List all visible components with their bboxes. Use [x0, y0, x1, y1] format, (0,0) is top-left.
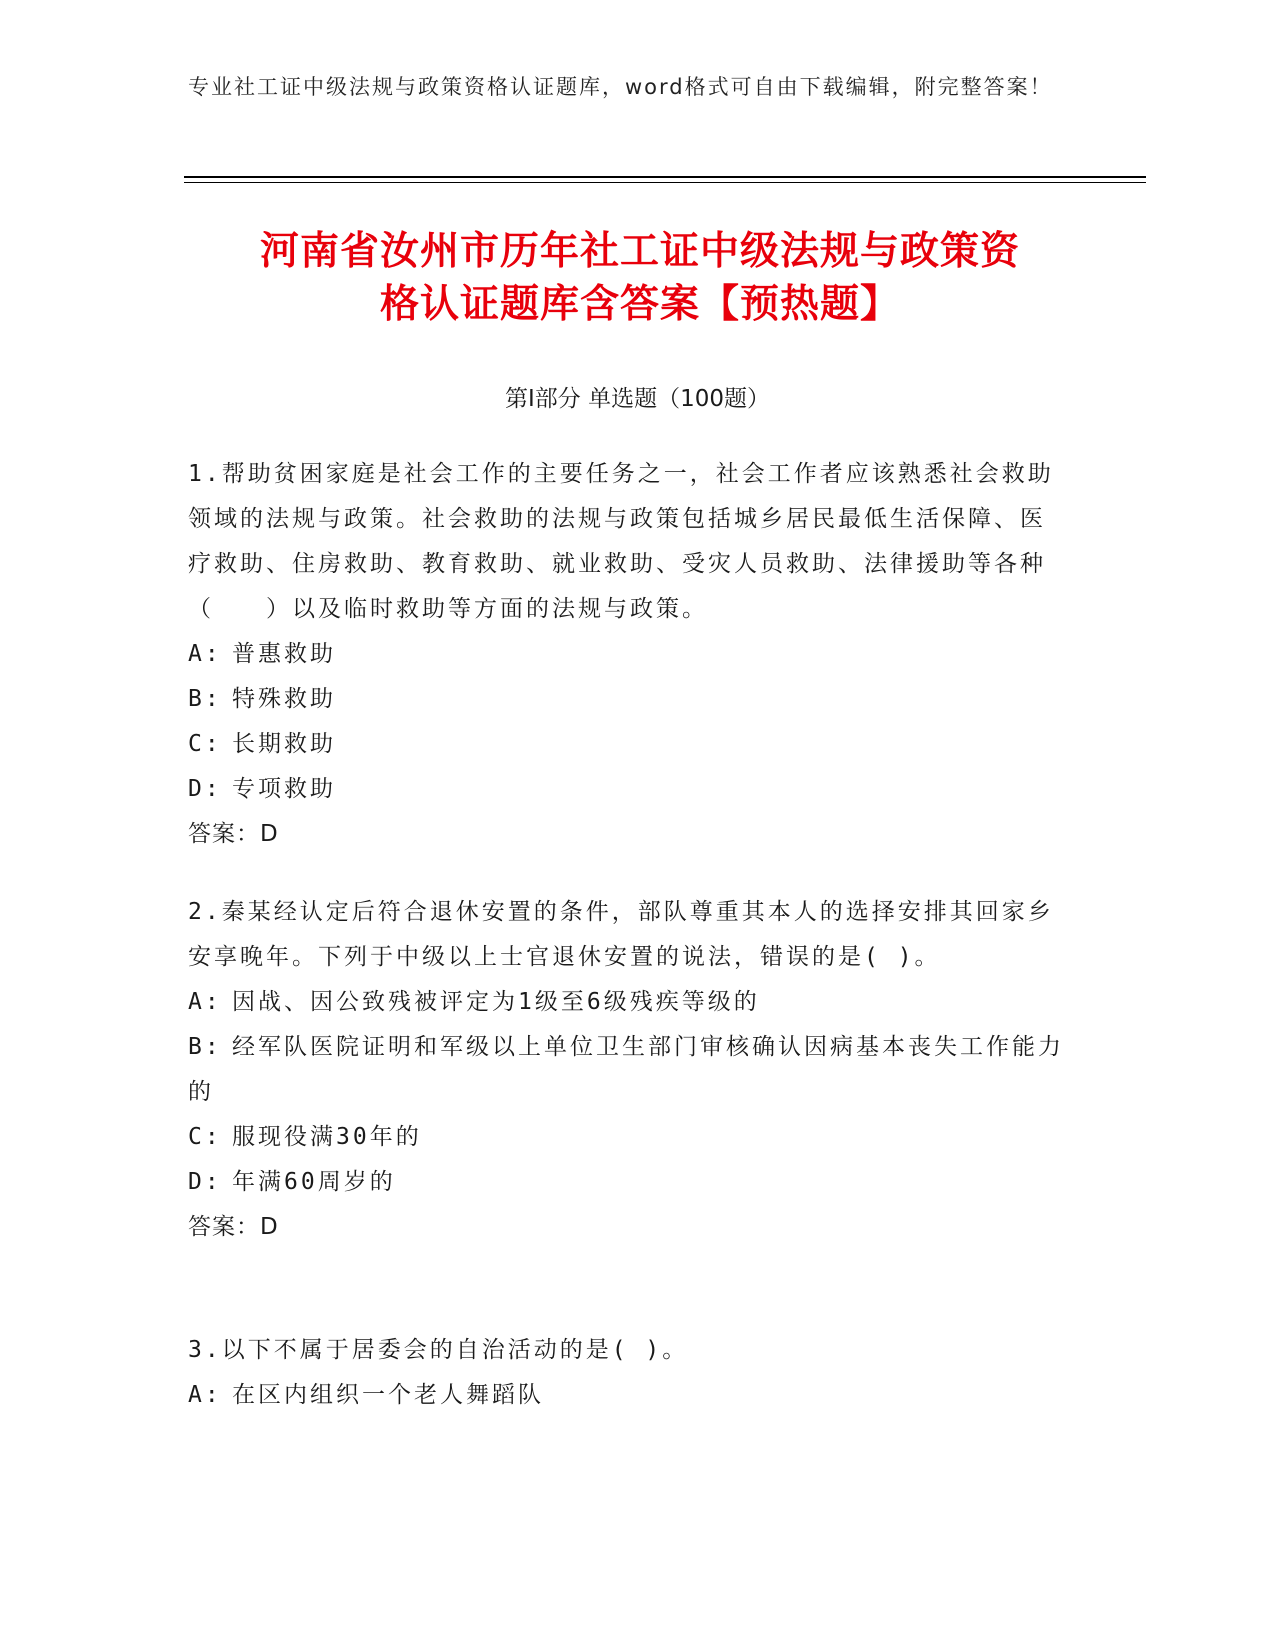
option-text: 在区内组织一个老人舞蹈队 — [232, 1382, 544, 1408]
option-text: 特殊救助 — [232, 686, 336, 712]
option-text: 专项救助 — [232, 776, 336, 802]
option-label: D: — [188, 1169, 222, 1195]
option-label: C: — [188, 1124, 222, 1150]
answer: 答案：D — [188, 1214, 279, 1240]
option-label: C: — [188, 731, 222, 757]
option-a — [188, 980, 1068, 1025]
header-rule-thin — [184, 182, 1146, 183]
section-heading: 第Ⅰ部分 单选题（100题） — [505, 386, 770, 412]
document-title — [180, 225, 1100, 331]
title-line-2: 格认证题库含答案【预热题】 — [379, 282, 900, 327]
option-text: 年满60周岁的 — [232, 1169, 396, 1195]
option-b — [188, 1025, 1068, 1115]
header-rule-thick — [184, 176, 1146, 178]
question-stem: 1.帮助贫困家庭是社会工作的主要任务之一，社会工作者应该熟悉社会救助领域的法规与政策。社会救助的法规与政策包括城乡居民最低生活保障、医疗救助、住房救助、教育救助、就业救助、受灾人员救助、法律援助等各种（ ）以及临时救助等方面的法规与政策。 — [188, 461, 1054, 622]
option-b — [188, 677, 1068, 722]
header-intro: 专业社工证中级法规与政策资格认证题库，word格式可自由下载编辑，附完整答案！ — [188, 75, 1053, 99]
option-label: A: — [188, 641, 222, 667]
option-a — [188, 632, 1068, 677]
option-c — [188, 722, 1068, 767]
option-label: A: — [188, 989, 222, 1015]
option-text: 普惠救助 — [232, 641, 336, 667]
question-stem: 3.以下不属于居委会的自治活动的是( )。 — [188, 1337, 689, 1363]
title-line-1: 河南省汝州市历年社工证中级法规与政策资 — [259, 229, 1020, 274]
option-text: 因战、因公致残被评定为1级至6级残疾等级的 — [232, 989, 760, 1015]
option-label: D: — [188, 776, 222, 802]
question-3 — [188, 1328, 1068, 1418]
option-label: B: — [188, 1034, 222, 1060]
question-2 — [188, 890, 1068, 1250]
answer: 答案：D — [188, 821, 279, 847]
option-text: 长期救助 — [232, 731, 336, 757]
option-c — [188, 1115, 1068, 1160]
question-1 — [188, 452, 1068, 857]
option-label: A: — [188, 1382, 222, 1408]
option-d — [188, 767, 1068, 812]
option-d — [188, 1160, 1068, 1205]
option-text: 经军队医院证明和军级以上单位卫生部门审核确认因病基本丧失工作能力的 — [188, 1034, 1064, 1105]
option-a — [188, 1373, 1068, 1418]
option-label: B: — [188, 686, 222, 712]
question-stem: 2.秦某经认定后符合退休安置的条件，部队尊重其本人的选择安排其回家乡安享晚年。下列于中级以上士官退休安置的说法，错误的是( )。 — [188, 899, 1054, 970]
option-text: 服现役满30年的 — [232, 1124, 422, 1150]
